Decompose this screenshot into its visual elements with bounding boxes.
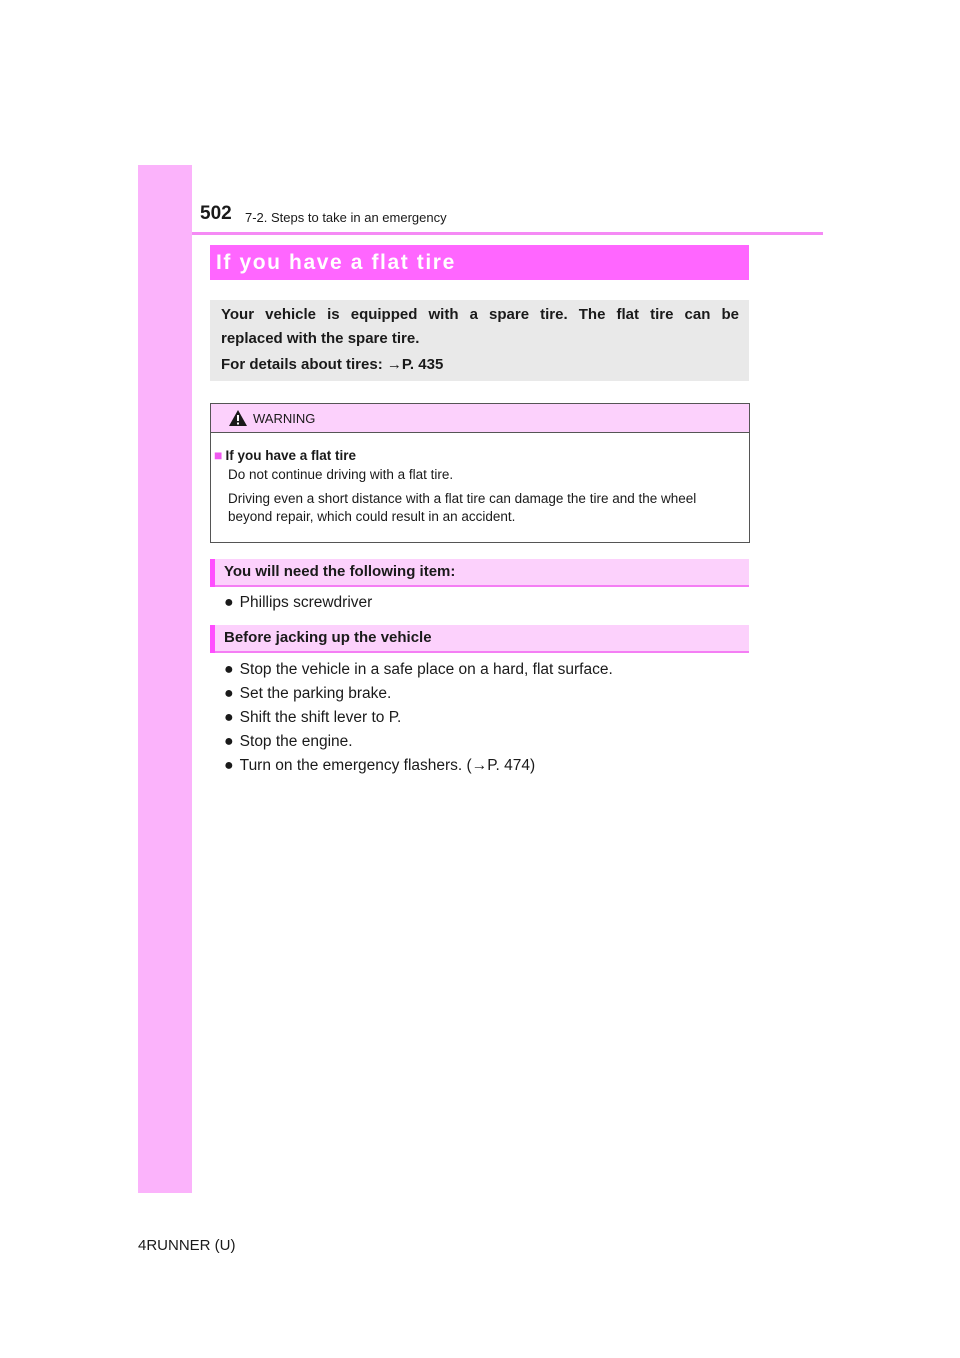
warning-heading	[214, 447, 356, 463]
warning-text-2: Driving even a short distance with a flat tire can damage the tire and the wheel beyond repair, which could result in an accident.	[228, 491, 697, 524]
subheading-items-needed	[210, 559, 749, 587]
warning-text-1: Do not continue driving with a flat tire.	[228, 467, 454, 482]
square-bullet-icon: ■	[214, 447, 223, 463]
warning-triangle-icon	[228, 409, 248, 427]
bullet-icon: ●	[224, 757, 234, 774]
list-item	[224, 733, 353, 751]
section-title: 7-2. Steps to take in an emergency	[245, 210, 447, 225]
warning-box	[210, 403, 750, 543]
warning-header	[211, 404, 749, 433]
subheading-before-jacking	[210, 625, 749, 653]
list-item-text: Stop the engine.	[239, 733, 353, 750]
list-item	[224, 709, 401, 727]
bullet-icon: ●	[224, 661, 234, 678]
chapter-side-tab	[138, 165, 192, 1193]
list-item	[224, 594, 372, 612]
page-number: 502	[200, 203, 232, 224]
warning-label: WARNING	[253, 411, 316, 426]
list-item-text: Stop the vehicle in a safe place on a hard, flat surface.	[239, 661, 613, 678]
list-item-text: Phillips screwdriver	[239, 594, 373, 611]
footer-model: 4RUNNER (U)	[138, 1237, 236, 1254]
list-item	[224, 757, 535, 775]
warning-heading-text: If you have a flat tire	[225, 448, 357, 463]
list-item-text: Turn on the emergency flashers. (→P. 474)	[239, 757, 536, 774]
intro-line-2: replaced with the spare tire.	[221, 330, 420, 347]
subheading-before-jacking-text: Before jacking up the vehicle	[224, 629, 432, 646]
subheading-items-needed-text: You will need the following item:	[224, 563, 456, 580]
bullet-icon: ●	[224, 709, 234, 726]
bullet-icon: ●	[224, 733, 234, 750]
list-item	[224, 661, 613, 679]
bullet-icon: ●	[224, 685, 234, 702]
page-title-banner	[210, 245, 749, 280]
header-rule	[192, 232, 823, 235]
list-item-text: Shift the shift lever to P.	[239, 709, 402, 726]
bullet-icon: ●	[224, 594, 234, 611]
intro-line-1: Your vehicle is equipped with a spare tire. The flat tire can be	[221, 306, 739, 323]
intro-box	[210, 300, 749, 381]
intro-line-3: For details about tires: →P. 435	[221, 356, 444, 373]
list-item-text: Set the parking brake.	[239, 685, 392, 702]
list-item	[224, 685, 391, 703]
page-title: If you have a flat tire	[216, 251, 456, 274]
